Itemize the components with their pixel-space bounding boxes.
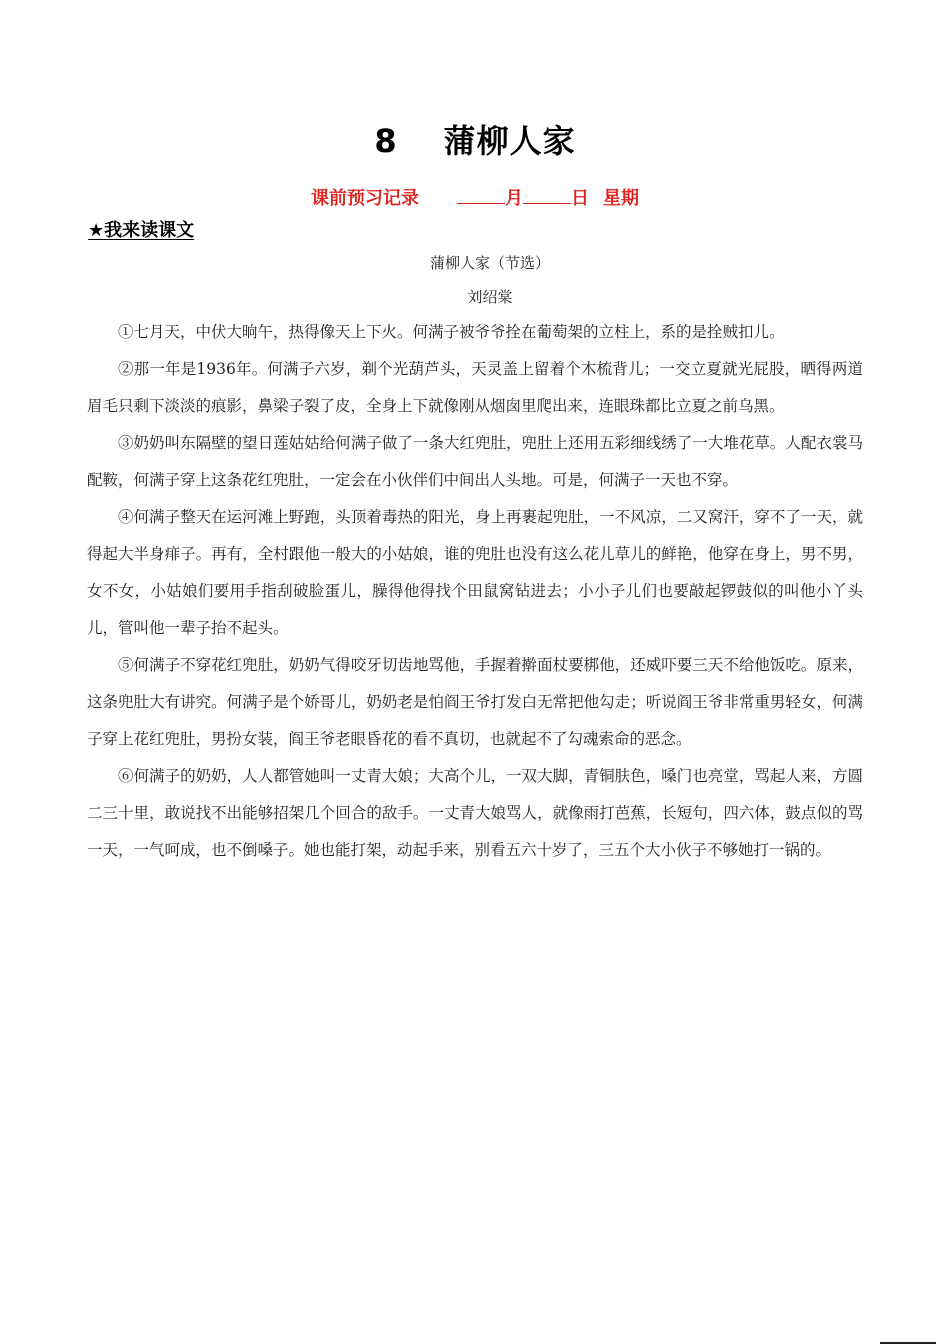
lesson-number: 8 <box>374 122 398 160</box>
paragraph: ①七月天，中伏大晌午，热得像天上下火。何满子被爷爷拴在葡萄架的立柱上，系的是拴贼扣儿。 <box>118 323 785 341</box>
paragraph: ③奶奶叫东隔壁的望日莲姑姑给何满子做了一条大红兜肚，兜肚上还用五彩细线绣了一大堆花草。人配衣裳马配鞍，何满子穿上这条花红兜肚，一定会在小伙伴们中间出人头地。可是，何满子一天也不穿。 <box>87 434 863 489</box>
paragraph: ⑤何满子不穿花红兜肚，奶奶气得咬牙切齿地骂他，手握着擀面杖要梆他，还威吓要三天不给他饭吃。原来，这条兜肚大有讲究。何满子是个娇哥儿，奶奶老是怕阎王爷打发白无常把他勾走；听说阎王爷非常重男轻女，何满子穿上花红兜肚，男扮女装，阎王爷老眼昏花的看不真切，也就起不了勾魂索命的恶念。 <box>87 656 863 748</box>
lesson-title <box>0 116 950 162</box>
lesson-title-text: 蒲柳人家 <box>443 122 576 160</box>
paragraph: ④何满子整天在运河滩上野跑，头顶着毒热的阳光，身上再裹起兜肚，一不风凉，二又窝汗，穿不了一天，就得起大半身痱子。再有，全村跟他一般大的小姑娘，谁的兜肚也没有这么花儿草儿的鲜艳，他穿在身上，男不男，女不女，小姑娘们要用手指刮破脸蛋儿，臊得他得找个田鼠窝钻进去；小小子儿们也要敲起锣鼓似的叫他小丫头儿，管叫他一辈子抬不起头。 <box>87 508 863 637</box>
month-blank <box>457 189 505 204</box>
record-label: 课前预习记录 <box>311 188 419 209</box>
paragraph: ⑥何满子的奶奶，人人都管她叫一丈青大娘；大高个儿，一双大脚，青铜肤色，嗓门也亮堂，骂起人来，方圆二三十里，敢说找不出能够招架几个回合的敌手。一丈青大娘骂人，就像雨打芭蕉，长短句，四六体，鼓点似的骂一天，一气呵成，也不倒嗓子。她也能打架，动起手来，别看五六十岁了，三五个大小伙子不够她打一锅的。 <box>87 767 863 859</box>
record-month: 月 <box>505 188 523 209</box>
preview-record-line <box>0 184 950 210</box>
day-blank <box>523 189 571 204</box>
section-heading: ★我来读课文 <box>88 220 195 241</box>
article-body <box>87 314 863 869</box>
article-author: 刘绍棠 <box>467 288 513 306</box>
record-weekday: 星期 <box>603 188 639 209</box>
article-title: 蒲柳人家（节选） <box>429 254 550 272</box>
paragraph: ②那一年是1936年。何满子六岁，剃个光葫芦头，天灵盖上留着个木梳背儿；一交立夏就光屁股，晒得两道眉毛只剩下淡淡的痕影，鼻梁子裂了皮，全身上下就像刚从烟囱里爬出来，连眼珠都比立夏之前乌黑。 <box>87 360 863 415</box>
record-day: 日 <box>571 188 589 209</box>
